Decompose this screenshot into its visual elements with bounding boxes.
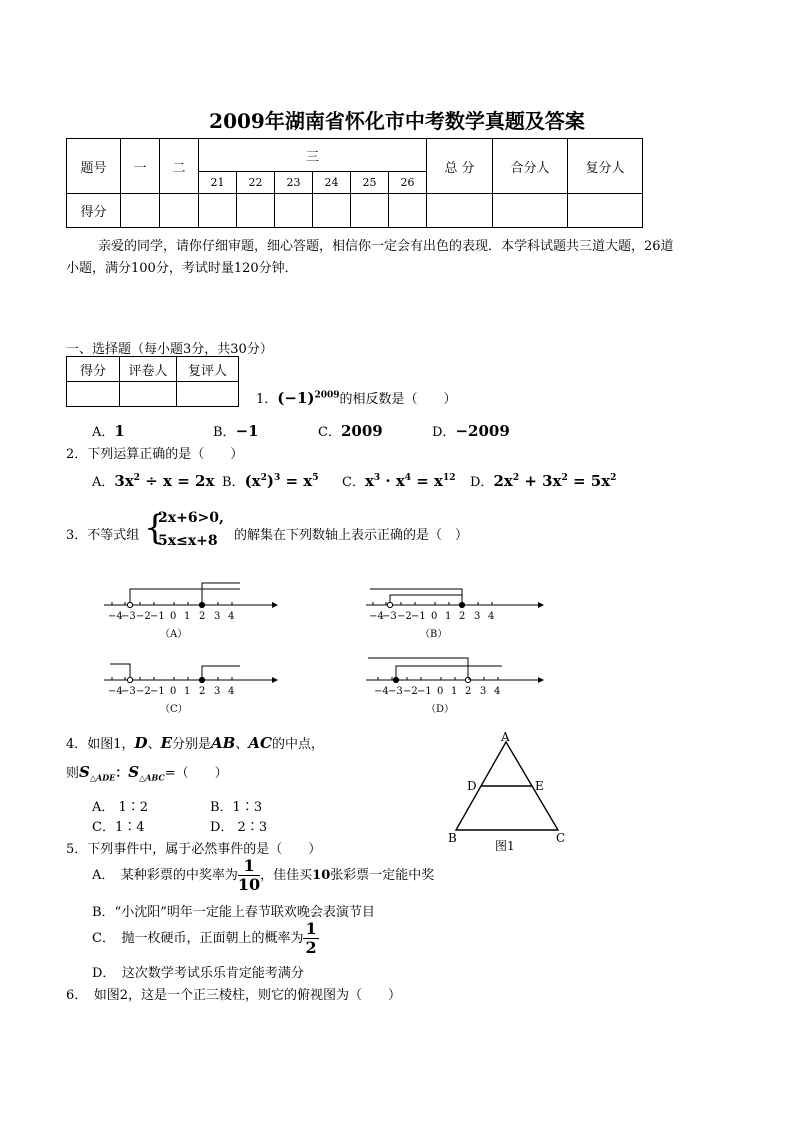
- caption-c: （C）: [160, 704, 188, 715]
- svg-text:−4: −4: [108, 686, 123, 697]
- score-table: [66, 138, 643, 228]
- score-row-label: 得分: [67, 194, 121, 228]
- q1-base: (−1): [277, 389, 315, 407]
- score-sub-25: 25: [351, 172, 389, 194]
- score-cell[interactable]: [275, 194, 313, 228]
- score-cell[interactable]: [427, 194, 493, 228]
- q4-option-b: B．1∶3: [210, 800, 263, 815]
- grading-table: [66, 356, 239, 407]
- grading-header-fuping: 复评人: [177, 357, 239, 382]
- vertex-c: C: [556, 831, 566, 845]
- number-line-a: [100, 575, 280, 643]
- q2-option-a: A．$3x^2 \div x = 2x$: [92, 472, 215, 490]
- question-5: 5．下列事件中，属于必然事件的是（ ）: [66, 842, 322, 857]
- svg-text:−2: −2: [403, 686, 418, 697]
- q1-exponent: 2009: [314, 390, 340, 401]
- score-header-two: 二: [160, 139, 199, 194]
- page-title: 2009年湖南省怀化市中考数学真题及答案: [209, 109, 585, 133]
- score-sub-24: 24: [313, 172, 351, 194]
- score-cell[interactable]: [199, 194, 237, 228]
- svg-text:−3: −3: [121, 686, 136, 697]
- score-sub-26: 26: [389, 172, 427, 194]
- svg-text:−2: −2: [136, 611, 151, 622]
- svg-text:−3: −3: [382, 611, 397, 622]
- section-heading: 一、选择题（每小题3分，共30分）: [66, 342, 273, 357]
- number-line-d: [362, 650, 548, 718]
- grading-cell[interactable]: [120, 382, 177, 407]
- svg-text:1: 1: [445, 611, 452, 622]
- caption-b: （B）: [420, 629, 448, 640]
- question-4-ratio: 则$S_{\triangle ADE}$：$S_{\triangle ABC}=$（ ）: [66, 763, 228, 783]
- q4-option-a: A． 1∶2: [92, 800, 149, 815]
- q1-option-d: D．−2009: [432, 422, 510, 440]
- svg-text:2: 2: [199, 611, 206, 622]
- intro-line-2: 小题，满分100分，考试时量120分钟．: [66, 261, 298, 276]
- svg-text:4: 4: [494, 686, 501, 697]
- grading-cell[interactable]: [177, 382, 239, 407]
- q1-number: 1．: [256, 392, 278, 407]
- q2-option-d: D．$2x^2 + 3x^2 = 5x^2$: [470, 472, 617, 490]
- score-cell[interactable]: [121, 194, 160, 228]
- vertex-e: E: [535, 779, 544, 793]
- q1-option-a: A．1: [92, 422, 125, 440]
- svg-text:0: 0: [170, 611, 177, 622]
- svg-text:2: 2: [459, 611, 466, 622]
- score-cell[interactable]: [389, 194, 427, 228]
- score-cell[interactable]: [493, 194, 568, 228]
- q4-option-c: C．1∶4: [92, 820, 145, 835]
- score-header-one: 一: [121, 139, 160, 194]
- q5-option-b: B．“小沈阳”明年一定能上春节联欢晚会表演节目: [92, 905, 375, 920]
- q3-prefix: 3．不等式组: [66, 528, 140, 543]
- vertex-a: A: [501, 730, 510, 744]
- score-cell[interactable]: [237, 194, 275, 228]
- figure-1-triangle: [440, 728, 580, 856]
- score-cell[interactable]: [313, 194, 351, 228]
- vertex-b: B: [448, 831, 457, 845]
- svg-text:−3: −3: [388, 686, 403, 697]
- score-sub-23: 23: [275, 172, 313, 194]
- score-header-total: 总 分: [427, 139, 493, 194]
- svg-text:−4: −4: [374, 686, 389, 697]
- number-line-c: [100, 650, 280, 718]
- question-1: [256, 388, 457, 407]
- q5-option-a: A． 某种彩票的中奖率为 $\frac{1}{10}$ ，佳佳买10张彩票一定能中奖: [92, 856, 435, 894]
- intro-line-1: 亲爱的同学，请你仔细审题，细心答题，相信你一定会有出色的表现．本学科试题共三道大题，26道: [98, 239, 674, 254]
- q1-option-c: C．2009: [318, 422, 383, 440]
- svg-text:−2: −2: [136, 686, 151, 697]
- q1-option-b: B．−1: [213, 422, 259, 440]
- score-cell[interactable]: [568, 194, 643, 228]
- q2-option-b: B．$(x^2)^3 = x^5$: [222, 472, 319, 490]
- svg-text:0: 0: [170, 686, 177, 697]
- question-6: 6． 如图2，这是一个正三棱柱，则它的俯视图为（ ）: [66, 988, 402, 1003]
- svg-text:−1: −1: [411, 611, 426, 622]
- number-line-b: [362, 575, 548, 643]
- q1-text: 的相反数是（ ）: [339, 392, 457, 407]
- svg-text:3: 3: [214, 686, 221, 697]
- q3-inequality-2: 5x≤x+8: [158, 533, 218, 549]
- svg-text:−3: −3: [121, 611, 136, 622]
- score-cell[interactable]: [160, 194, 199, 228]
- question-2: 2．下列运算正确的是（ ）: [66, 447, 244, 462]
- fraction-one-tenth: $\frac{1}{10}$: [237, 856, 261, 894]
- score-header-fufen: 复分人: [568, 139, 643, 194]
- q3-brace: {: [144, 508, 166, 548]
- q2-option-c: C．$x^3 \cdot x^4 = x^{12}$: [342, 472, 456, 490]
- score-header-hefen: 合分人: [493, 139, 568, 194]
- q5-option-d: D． 这次数学考试乐乐肯定能考满分: [92, 966, 304, 981]
- q5-option-c: C． 抛一枚硬币，正面朝上的概率为 $\frac{1}{2}$: [92, 919, 317, 957]
- svg-text:−1: −1: [150, 611, 165, 622]
- svg-text:4: 4: [488, 611, 495, 622]
- score-cell[interactable]: [351, 194, 389, 228]
- svg-text:4: 4: [228, 611, 235, 622]
- svg-text:2: 2: [465, 686, 472, 697]
- svg-text:−1: −1: [150, 686, 165, 697]
- svg-text:0: 0: [431, 611, 438, 622]
- svg-text:1: 1: [184, 686, 191, 697]
- axis-ticks: −4: [108, 611, 123, 622]
- vertex-d: D: [467, 779, 477, 793]
- svg-text:−4: −4: [369, 611, 384, 622]
- fraction-one-half: $\frac{1}{2}$: [305, 919, 317, 957]
- svg-text:−1: −1: [417, 686, 432, 697]
- q4-option-d: D． 2∶3: [210, 820, 268, 835]
- grading-header-pingjuan: 评卷人: [120, 357, 177, 382]
- caption-a: （A）: [160, 629, 188, 640]
- svg-text:1: 1: [184, 611, 191, 622]
- svg-text:3: 3: [480, 686, 487, 697]
- svg-text:−2: −2: [397, 611, 412, 622]
- q3-inequality-1: 2x+6>0,: [158, 510, 224, 526]
- figure-1-caption: 图1: [495, 839, 515, 853]
- svg-text:3: 3: [214, 611, 221, 622]
- svg-text:2: 2: [199, 686, 206, 697]
- svg-text:3: 3: [474, 611, 481, 622]
- score-sub-21: 21: [199, 172, 237, 194]
- caption-d: （D）: [426, 704, 455, 715]
- svg-text:0: 0: [437, 686, 444, 697]
- score-sub-22: 22: [237, 172, 275, 194]
- grading-cell[interactable]: [67, 382, 120, 407]
- score-header-three: 三: [199, 139, 427, 172]
- score-header-tihao: 题号: [67, 139, 121, 194]
- grading-header-defen: 得分: [67, 357, 120, 382]
- svg-text:4: 4: [228, 686, 235, 697]
- svg-text:1: 1: [451, 686, 458, 697]
- q3-suffix: 的解集在下列数轴上表示正确的是（ ）: [234, 528, 469, 543]
- question-4: 4．如图1，D、E分别是AB、AC的中点，: [66, 734, 324, 752]
